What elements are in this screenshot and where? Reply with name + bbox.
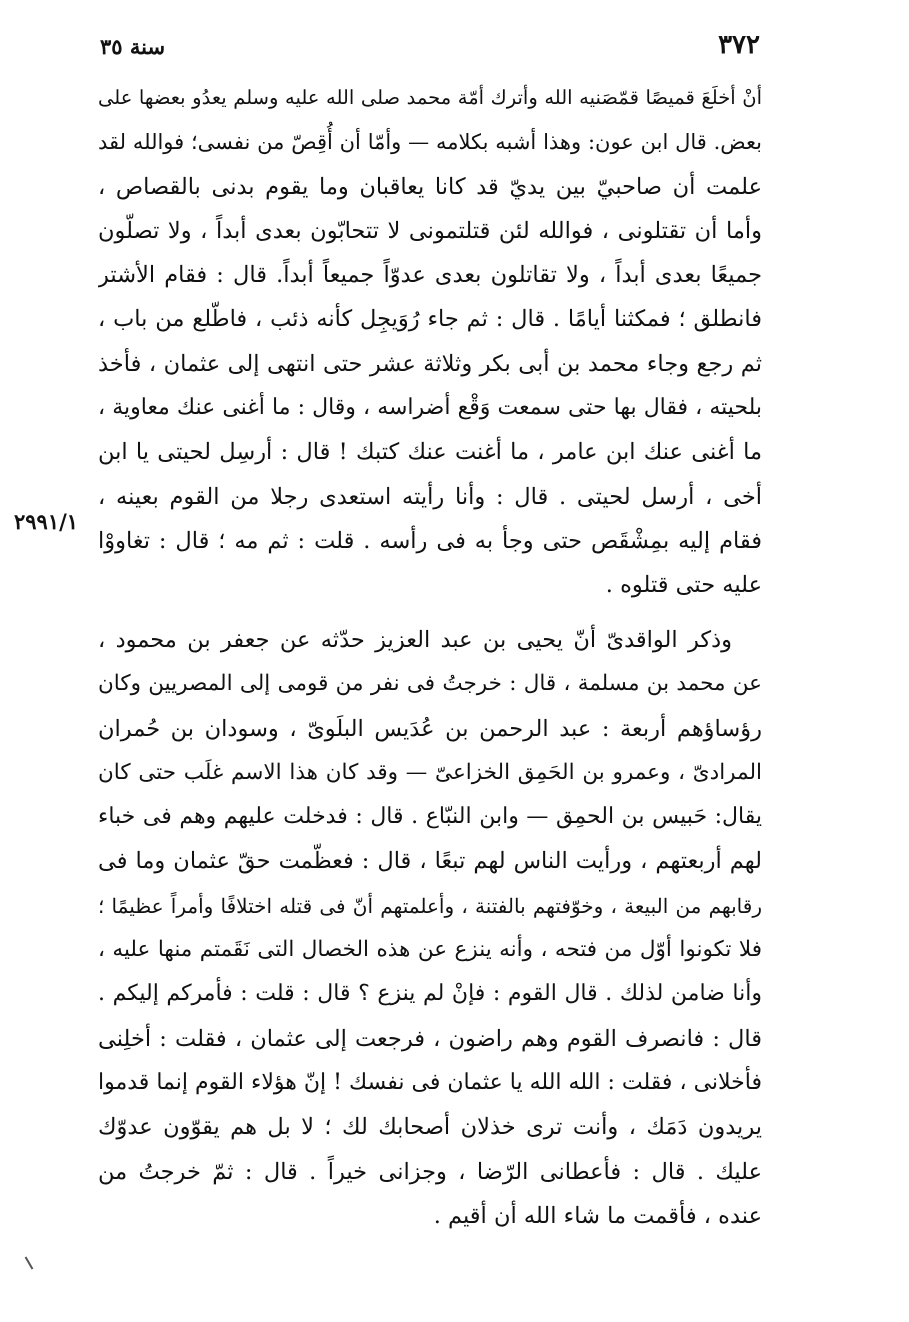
text-line: علمت أن صاحبيّ بين يديّ قد كانا يعاقبان وما يقوم بدنى بالقصاص ، bbox=[98, 173, 762, 200]
text-line: يقال: حَبيس بن الحمِق — وابن النبّاع . قال : فدخلت عليهم وهم فى خباء bbox=[98, 804, 762, 830]
text-line: وأما أن تقتلونى ، فوالله لئن قتلتمونى لا تتحابّون بعدى أبداً ، ولا تصلّون bbox=[98, 217, 762, 244]
text-line: المرادىّ ، وعمرو بن الحَمِق الخزاعىّ — وقد كان هذا الاسم غلَب حتى كان bbox=[98, 759, 762, 785]
paragraph-2 bbox=[98, 618, 762, 1238]
text-line: فلا تكونوا أوّل من فتحه ، وأنه ينزع عن هذه الخصال التى نَقَمتم منها عليه ، bbox=[98, 937, 762, 963]
page-header bbox=[100, 30, 760, 66]
text-line: بلحيته ، فقال بها حتى سمعت وَقْع أضراسه ، وقال : ما أغنى عنك معاوية ، bbox=[98, 395, 762, 421]
text-line: أنْ أخلَعَ قميصًا قمّصَنيه الله وأترك أمّة محمد صلى الله عليه وسلم يعدُو بعضها على bbox=[98, 86, 762, 109]
text-line: عليك . قال : فأعطانى الرّضا ، وجزانى خيراً . قال : ثمّ خرجتُ من bbox=[98, 1158, 762, 1185]
text-line: فقام إليه بمِشْقَص حتى وجأ به فى رأسه . قلت : ثم مه ؛ قال : تغاووْا bbox=[98, 527, 762, 554]
text-line: عن محمد بن مسلمة ، قال : خرجتُ فى نفر من قومى إلى المصريين وكان bbox=[98, 671, 762, 697]
text-line: عنده ، فأقمت ما شاء الله أن أقيم . bbox=[433, 1202, 762, 1229]
text-line: وأنا ضامن لذلك . قال القوم : فإنْ لم ينزع ؟ قال : قلت : فأمركم إليكم . bbox=[98, 981, 762, 1007]
text-line: رقابهم من البيعة ، وخوّفتهم بالفتنة ، وأعلمتهم أنّ فى قتله اختلافًا وأمراً عظيمًا ؛ bbox=[98, 893, 762, 918]
text-line: جميعًا بعدى أبداً ، ولا تقاتلون بعدى عدوّاً جميعاً أبداً. قال : فقام الأشتر bbox=[98, 262, 762, 289]
year-heading: سنة ٣٥ bbox=[100, 34, 166, 59]
text-line: رؤساؤهم أربعة : عبد الرحمن بن عُدَيس البلَوىّ ، وسودان بن حُمران bbox=[98, 715, 762, 742]
text-line: ما أغنى عنك ابن عامر ، ما أغنت عنك كتبك ! قال : أرسِل لحيتى يا ابن bbox=[98, 439, 762, 466]
text-line: لهم أربعتهم ، ورأيت الناس لهم تبعًا ، قال : فعظّمت حقّ عثمان وما فى bbox=[98, 848, 762, 875]
text-line: عليه حتى قتلوه . bbox=[605, 572, 762, 599]
text-line: بعض. قال ابن عون: وهذا أشبه بكلامه — وأمّا أن أُقِصّ من نفسى؛ فوالله لقد bbox=[98, 130, 762, 155]
text-line: فأخلانى ، فقلت : الله الله يا عثمان فى نفسك ! إنّ هؤلاء القوم إنما قدموا bbox=[98, 1069, 762, 1095]
scan-speck bbox=[25, 1256, 34, 1269]
text-line: قال : فانصرف القوم وهم راضون ، فرجعت إلى عثمان ، فقلت : أخلِنى bbox=[98, 1025, 762, 1052]
text-line: ثم رجع وجاء محمد بن أبى بكر وثلاثة عشر حتى انتهى إلى عثمان ، فأخذ bbox=[98, 350, 762, 377]
margin-reference-number: ٢٩٩١/١ bbox=[14, 509, 79, 534]
page-number: ٣٧٢ bbox=[718, 30, 760, 60]
text-line: أخى ، أرسل لحيتى . قال : وأنا رأيته استعدى رجلا من القوم بعينه ، bbox=[98, 483, 762, 510]
text-line: وذكر الواقدىّ أنّ يحيى بن عبد العزيز حدّثه عن جعفر بن محمود ، bbox=[98, 627, 732, 653]
text-line: فانطلق ؛ فمكثنا أيامًا . قال : ثم جاء رُوَيجِل كأنه ذئب ، فاطّلع من باب ، bbox=[98, 306, 762, 333]
paragraph-1 bbox=[98, 76, 762, 608]
text-line: يريدون دَمَك ، وأنت ترى خذلان أصحابك لك ؛ لا بل هم يقوّون عدوّك bbox=[98, 1114, 762, 1141]
